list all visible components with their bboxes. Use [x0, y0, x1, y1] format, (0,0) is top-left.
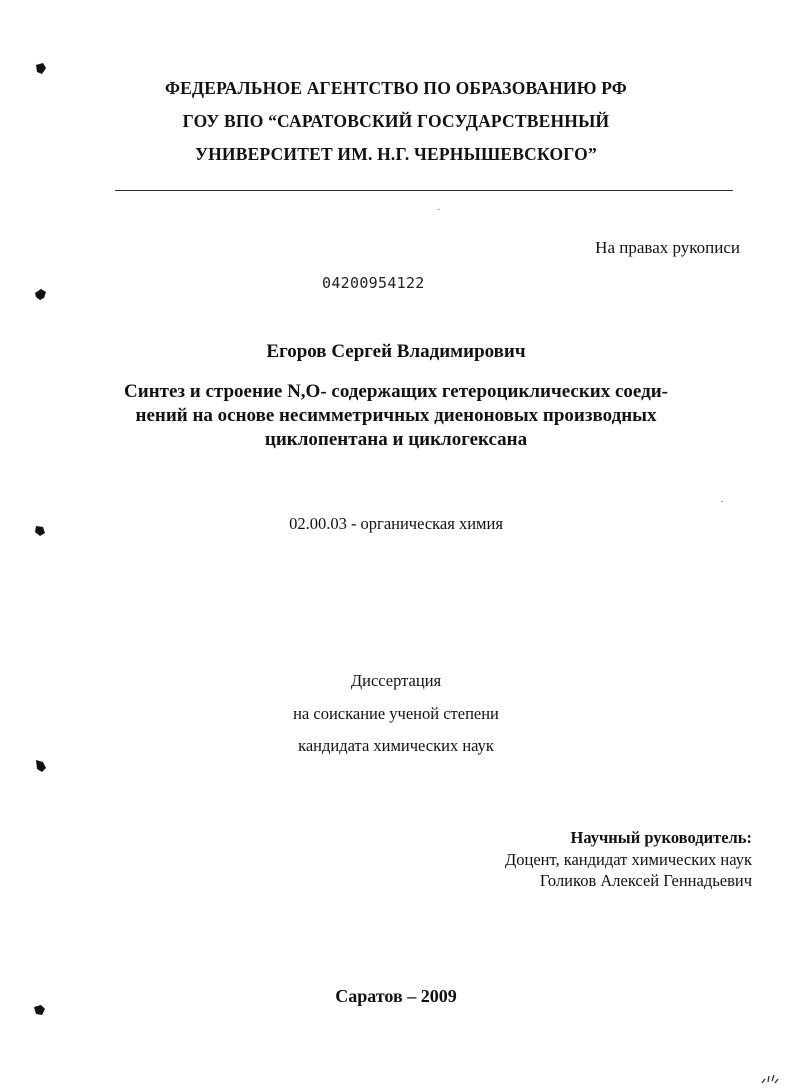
library-stamp-number: 04200954122: [322, 274, 425, 292]
supervisor-heading: Научный руководитель:: [570, 828, 752, 847]
dissertation-degree-line1: на соискание ученой степени: [293, 704, 499, 723]
scan-artifact-mark: [760, 1072, 780, 1084]
header-university-line2: УНИВЕРСИТЕТ ИМ. Н.Г. ЧЕРНЫШЕВСКОГО”: [195, 144, 597, 164]
header-agency: ФЕДЕРАЛЬНОЕ АГЕНТСТВО ПО ОБРАЗОВАНИЮ РФ: [164, 78, 628, 98]
header-university-line1: ГОУ ВПО “САРАТОВСКИЙ ГОСУДАРСТВЕННЫЙ: [182, 111, 610, 131]
rights-note: На правах рукописи: [595, 238, 740, 257]
scan-speck: ·: [437, 204, 441, 216]
dissertation-label: Диссертация: [350, 671, 442, 690]
author-name: Егоров Сергей Владимирович: [266, 341, 526, 362]
supervisor-name: Голиков Алексей Геннадьевич: [539, 871, 752, 890]
place-and-year: Саратов – 2009: [335, 986, 457, 1006]
scan-speck: ·: [720, 496, 724, 508]
specialty: 02.00.03 - органическая химия: [289, 514, 503, 533]
thesis-title-line2: нений на основе несимметричных диеноновых производных: [135, 405, 657, 426]
thesis-title-line1: Синтез и строение N,O- содержащих гетероциклических соеди-: [124, 381, 668, 402]
supervisor-position: Доцент, кандидат химических наук: [505, 850, 752, 869]
dissertation-degree-line2: кандидата химических наук: [298, 736, 494, 755]
header-divider: [115, 190, 733, 191]
thesis-title-line3: циклопентана и циклогексана: [264, 429, 528, 450]
